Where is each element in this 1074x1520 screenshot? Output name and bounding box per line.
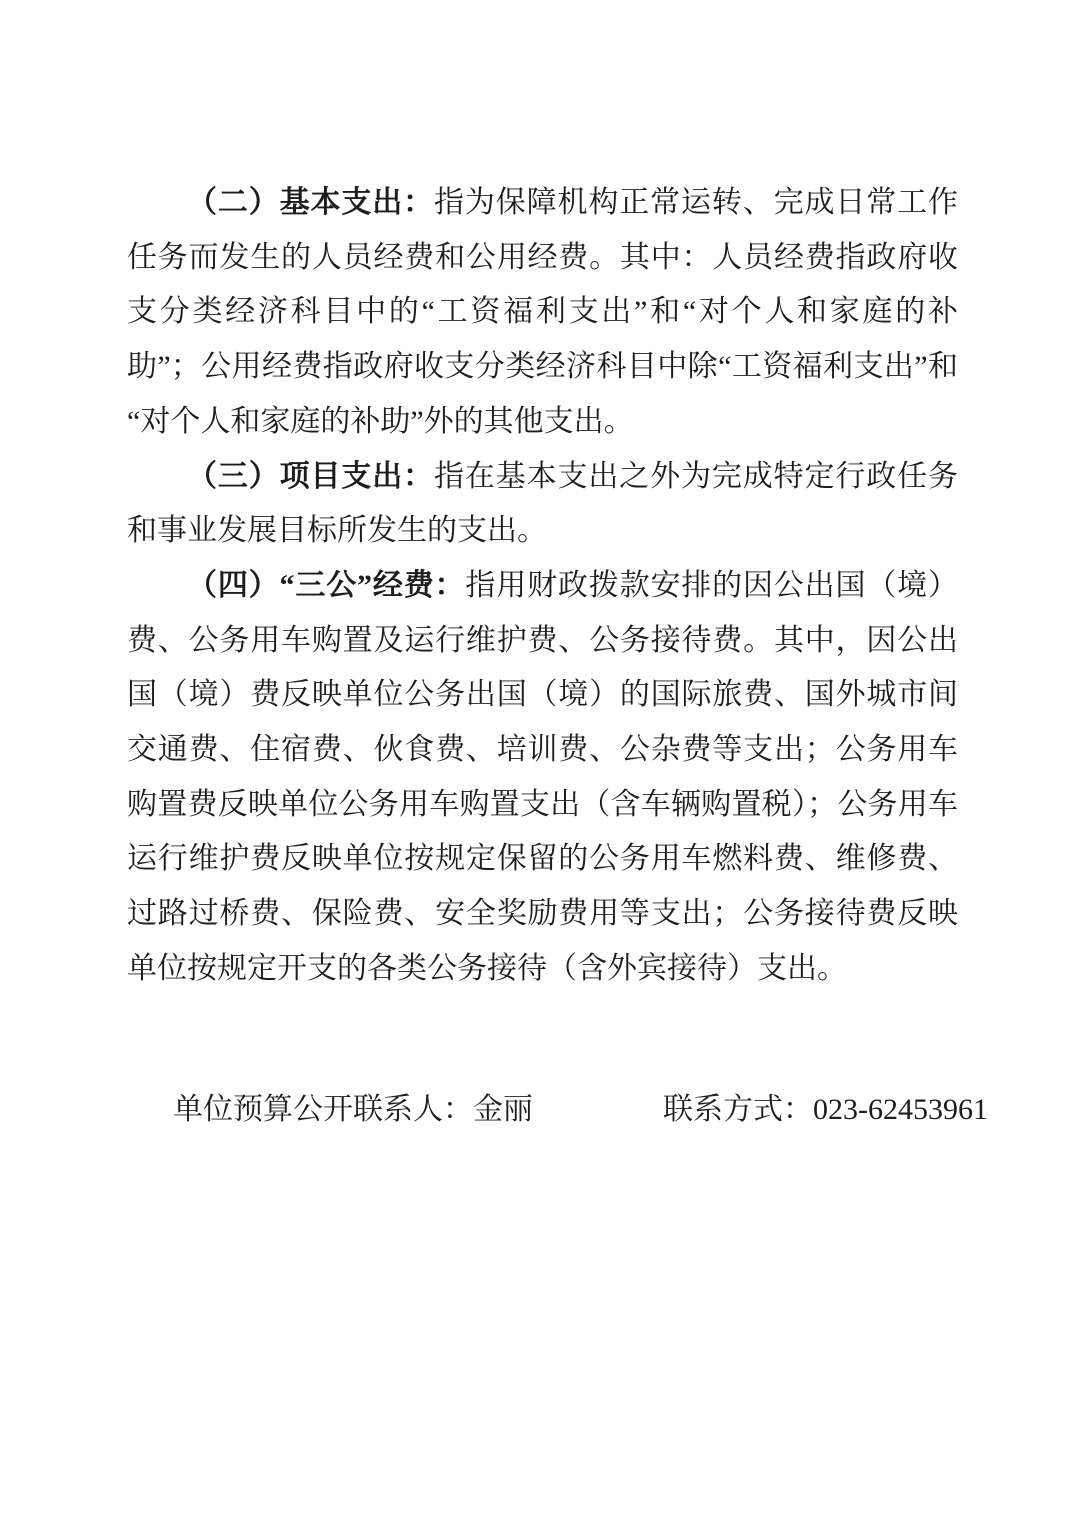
paragraph-project-expenditure [127, 450, 958, 559]
contact-phone-label: 联系方式： [663, 1092, 813, 1126]
paragraph-text: 指在基本支出之外为完成特定行政任务和事业发展目标所发生的支出。 [127, 459, 958, 548]
contact-line [127, 1083, 988, 1138]
contact-phone: 023-62453961 [813, 1092, 988, 1126]
paragraph-lead: （二）基本支出： [187, 186, 434, 219]
document-body [127, 176, 988, 1137]
paragraph-text: 指用财政拨款安排的因公出国（境）费、公务用车购置及运行维护费、公务接待费。其中，因公出国（境）费反映单位公务出国（境）的国际旅费、国外城市间交通费、住宿费、伙食费、培训费、公杂费等支出；公务用车购置费反映单位公务用车购置支出（含车辆购置税）；公务用车运行维护费反映单位按规定保留的公务用车燃料费、维修费、过路过桥费、保险费、安全奖励费用等支出；公务接待费反映单位按规定开支的各类公务接待（含外宾接待）支出。 [127, 568, 959, 985]
paragraph-basic-expenditure [127, 176, 958, 450]
contact-label: 单位预算公开联系人： [173, 1092, 473, 1126]
paragraph-lead: （三）项目支出： [187, 459, 434, 493]
paragraph-text: 指为保障机构正常运转、完成日常工作任务而发生的人员经费和公用经费。其中：人员经费指政府收支分类经济科目中的“工资福利支出”和“对个人和家庭的补助”；公用经费指政府收支分类经济科目中除“工资福利支出”和“对个人和家庭的补助”外的其他支出。 [127, 186, 958, 438]
paragraph-three-public-funds [127, 559, 958, 997]
paragraph-lead: （四）“三公”经费： [187, 568, 466, 602]
contact-name: 金丽 [473, 1092, 533, 1126]
